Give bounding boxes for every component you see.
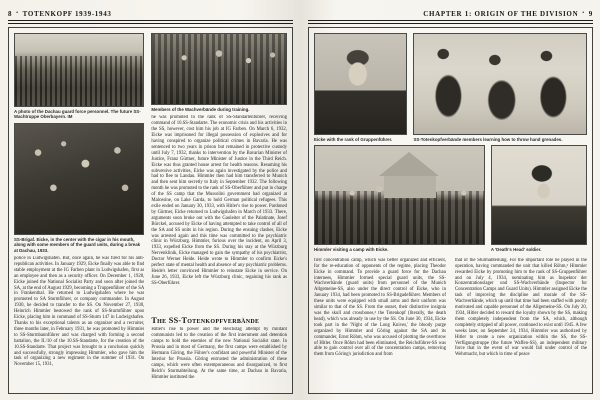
caption-deaths-head-soldier: A 'Death's Head' soldier. [490, 247, 542, 253]
body-text-right-col1: first concentration camp, which was better organized and efficient, for the re-education of opponents of the regime, placing Theodor Eicke in command. To provide a guard force for the Dachau internees, Himmler formed special guard units, the SS-Wachverbände (guard units) from personnel of the Munich Allgemeine-SS, also under the direct control of Eicke, who in January 1934, had been promoted to SS-Brigadeführer. Members of these units were equipped with small arms and their uniform was similar to that of the SS. From the outset, their distinctive insignia was the skull and crossbones,² the Totenkopf (literally, the death head), which was already in use by the SS. On June 30, 1934, Eicke took part in the 'Night of the Long Knives,' the bloody purge organized by Himmler and Göring against the SA and its commander, Ernst Röhm, who was accused of plotting the overthrow of Hitler. Once Röhm had been eliminated, the Reichsführer-SS was able to gain control over all of the concentration camps, removing them from Göring's jurisdiction and from [314, 257, 446, 358]
running-title-left: TOTENKOPF 1939-1943 [22, 9, 112, 18]
left-column-1 [14, 33, 144, 388]
photo-deaths-head-soldier [491, 145, 587, 245]
running-title-right: CHAPTER 1: ORIGIN OF THE DIVISION [423, 9, 579, 18]
right-photo-cell-3 [314, 145, 485, 255]
page-number-right: 9 [588, 9, 593, 18]
page-left-header [8, 8, 293, 19]
caption-grenade-training: SS-Totenkopfverbände members learning how to throw hand grenades. [413, 137, 563, 142]
caption-training: Members of the Wachverbände during training. [151, 107, 250, 112]
body-text-left-col1: police in Ludwigshafen. But, once again, he was fired for his anti-republican activities. In January 1929, Eicke finally was able to find stable employment at the IG Farben plant in Ludwigshafen, first as an employee and then as a security officer. On December 1, 1928, Eicke joined the National Socialist Party and soon after joined the SA, at the end of August 1929, becoming a Truppenführer of the SA in Frankenthal. He returned to Ludwigshafen where he was promoted to SA Sturmführer, or company commander. In August 1930, he decided to transfer to the SS. On November 27, 1930, Heinrich Himmler bestowed the rank of SS-Sturmführer upon Eicke, placing him in command of SS-Sturm 147 in Ludwigshafen. Thanks to his exceptional talents as an organizer and a recruiter, three months later, in February 1931, he was promoted by Himmler to SS-Sturmbannführer and was charged with forming a second battalion, the II./10 of the 10.SS-Standarte, for the creation of the 10.SS-Standarte. That project was brought to a conclusion quickly and successfully, strongly impressing Himmler, who gave him the task of organizing a new regiment in the summer of 1931. On November 15, 1931, [14, 256, 145, 368]
header-separator-dot: • [16, 10, 19, 16]
right-photo-cell-4 [491, 145, 587, 255]
header-separator-dot: • [582, 10, 585, 16]
photo-eicke-cigar-break [14, 123, 144, 235]
page-left-content-frame [8, 27, 293, 394]
body-text-left-col2a: he was promoted to the rank of SS-Standartenführer, receiving command of 10.SS-Standarte. The economic crisis and his activities in the SS, however, cost him his job at IG Farben. On March 6, 1932, Eicke was imprisoned for illegal possession of explosives and for having conspired to organize political crimes in Bavaria. He was sentenced to two years in prison but remained in protective custody until July 7, 1932, thanks to intervention by the Bavarian Minister of Justice, Franz Gürtner, future Minister of Justice in the Third Reich. Eicke was thus granted house arrest for health reasons. Resuming his subversive activities, Eicke was again investigated by the police and had to flee to Landau. Himmler then had him transferred to Munich and then sent him secretly to Italy in September 1932. The following month he was promoted to the rank of SS-Oberführer and put in charge of the SS camp that the Mussolini government had organized at Malcesine, on Lake Garda, to hold German political refugees. This exile ended on January 30, 1933, with Hitler's rise to power. Pardoned by Gürtner, Eicke returned to Ludwigshafen in March of 1933. There, arguments soon broke out with the Gauleiter of the Palatinate, Josef Bürckel, accused by Eicke of having attempted to take control of all of the SA and SS units in his region. During the ensuing clashes, Eicke was arrested again and this time was committed to the psychiatric clinic in Würzburg. Himmler, furious over the incident, on April 3, 1933, expelled Eicke from the SS. During his stay at the Würzburg Nervenklinik, Eicke managed to gain the sympathy of his psychiatrist, Doctor Werner Heide. Heide wrote to Himmler to confirm Eicke's perfect state of mental health and absence of any psychiatric problems. Heide's letter convinced Himmler to reinstate Eicke in service. On June 26, 1933, Eicke left the Würzburg clinic, regaining his rank as SS-Oberführer. [151, 115, 287, 286]
page-right [300, 0, 600, 400]
right-text-columns [314, 258, 587, 358]
photo-wachverbande-training [151, 33, 287, 105]
header-rule-right [308, 20, 593, 24]
body-text-left-col2b: Hitler's rise to power and the Reichstag attempt by militant communists led to the creation of the first internment and detention camps to hold the enemies of the new National Socialist state. In Prussia and in most of Germany, the first camps were established by Hermann Göring, the Führer's confidant and powerful Minister of the Interior for Prussia. Göring entrusted the administration of these camps, which were often extemporaneous and disorganized, to first Reich's Sturmabteilung. At the same time, at Dachau in Bavaria, Himmler instituted the [151, 327, 287, 380]
caption-eicke-portrait: Eicke with the rank of Gruppenführer. [314, 137, 393, 142]
header-rule-left [8, 20, 293, 24]
body-text-right-col2: that of the Sturmabteilung. For the important role he played in the operation, having commanded the unit that killed Röhm,³ Himmler rewarded Eicke by promoting him to the rank of SS-Gruppenführer and on July 4, 1934, nominating him as Inspektor der Konzentrationslager und SS-Wachverbände (Inspector for Concentration Camps and Guard Units). Himmler assigned Eicke the task of improving the discipline and morale of the SS-Wachverbände, which up until that time had been staffed with poorly motivated and capable personnel of the Allgemeine-SS. On July 20, 1934, Hitler decided to reward the loyalty shown by the SS, making them completely independent from the SA, which, although completely stripped of all power, continued to exist until 1945. A few weeks later, on September 24, 1934, Himmler was authorized by Hitler to create a new organization within the SS, the SS-Verfügungstruppe (the future Waffen-SS), an independent military force that in the event of war would fall under control of the Wehrmacht, but which in time of peace [455, 257, 587, 358]
left-page-columns [14, 33, 287, 388]
right-photo-cell-1 [314, 33, 407, 145]
photo-dachau-guard-group [14, 33, 144, 107]
right-photo-row-2 [314, 145, 587, 255]
page-right-header [308, 8, 593, 19]
photo-eicke-portrait [314, 33, 407, 135]
photo-himmler-camp-visit [314, 145, 485, 245]
page-right-content-frame [308, 27, 593, 394]
house-body-shape [384, 176, 436, 198]
caption-eicke-cigar: SS-Brigaf. Eicke, in the center with the cigar in his mouth, along with some members of the guard units, during a break at Dachau, 1933. [14, 236, 141, 253]
right-photo-cell-2 [413, 33, 587, 145]
right-photo-row-1 [314, 33, 587, 145]
caption-dachau-guard: A photo of the Dachau guard force personnel. The future SS-Wachtruppe Oberbayern. IM [14, 109, 141, 120]
left-column-2 [151, 33, 287, 388]
page-number-left: 8 [8, 9, 13, 18]
caption-himmler-visit: Himmler visiting a camp with Eicke. [314, 247, 389, 253]
photo-grenade-training [413, 33, 587, 135]
section-heading-ss-totenkopfverbande: The SS-Totenkopfverbände [151, 316, 260, 326]
house-roof-shape [379, 152, 439, 176]
